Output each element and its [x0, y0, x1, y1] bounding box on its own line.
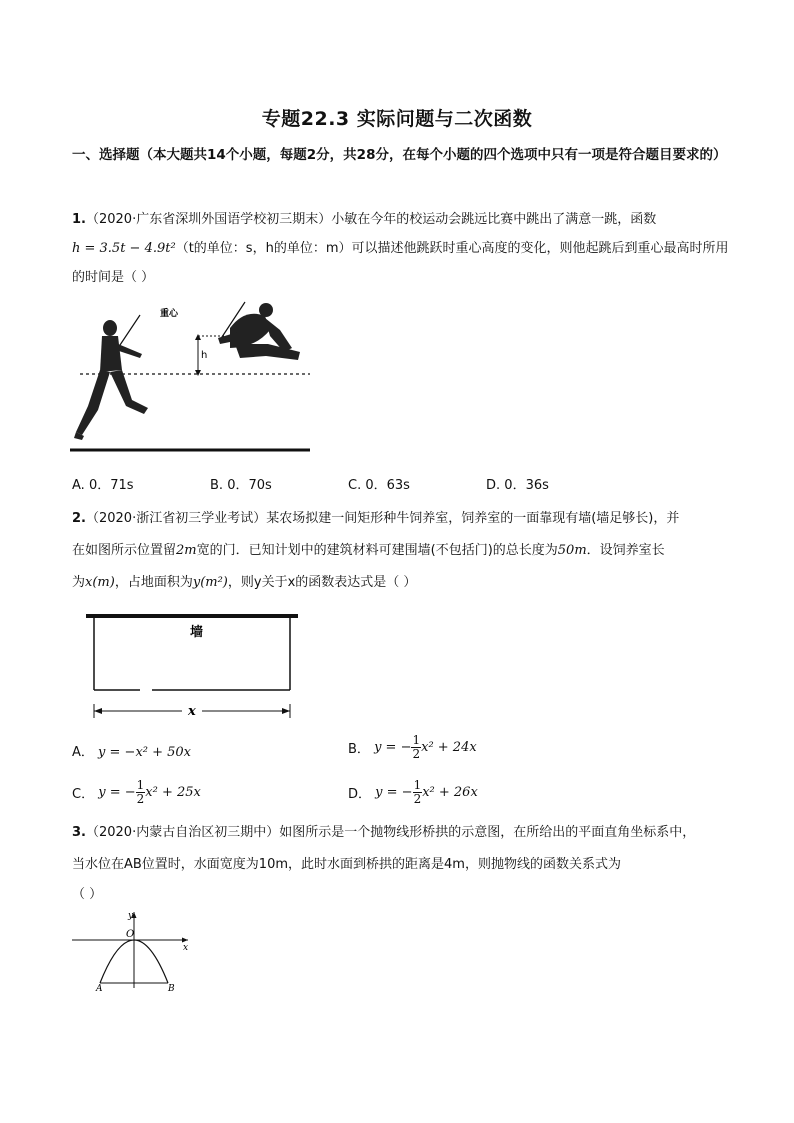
y-axis-label: y: [128, 911, 134, 921]
option-value: 0．70s: [227, 478, 272, 493]
q3-parabola-figure: [70, 908, 195, 993]
jumper-silhouette: [218, 303, 300, 360]
q2-line1-text: 某农场拟建一间矩形种牛饲养室，饲养室的一面靠现有墙(墙足够长)，并: [266, 511, 680, 526]
option-letter: C．: [72, 787, 95, 802]
q3-line1-text: 如图所示是一个抛物线形桥拱的示意图，在所给出的平面直角坐标系中，: [279, 825, 696, 840]
q3-source: （2020·内蒙古自治区初三期中）: [85, 825, 280, 840]
q1-source: （2020·广东省深圳外国语学校初三期末）: [85, 212, 332, 227]
option-letter: B.: [210, 478, 224, 493]
q2-line3: [72, 568, 732, 597]
q2-line2-part-b: 宽的门．已知计划中的建筑材料可建围墙(不包括门)的总长度为: [196, 543, 558, 558]
wall-label: 墙: [190, 625, 204, 640]
q2-line2-part-c: ．设饲养室长: [586, 543, 665, 558]
section-heading: 一、选择题（本大题共14个小题，每题2分，共28分，在每个小题的四个选项中只有一项是符合题目要求的）: [72, 147, 727, 163]
q1-text-b: （t的单位：s，h的单位：m）可以描述他跳跃时重心高度的变化，则他起跳后到重心最高时所用的时间是（ ）: [72, 241, 729, 285]
option-value: 0．71s: [88, 478, 134, 493]
option-letter: A．: [72, 745, 94, 760]
q2-option-c[interactable]: [72, 779, 201, 806]
option-letter: A.: [72, 478, 85, 493]
length-variable: x(m): [85, 575, 115, 590]
q1-text-a: 小敏在今年的校运动会跳远比赛中跳出了满意一跳，函数: [331, 212, 657, 227]
h-label: h: [201, 350, 208, 361]
q1-number: 1.: [72, 212, 86, 227]
q1-option-d[interactable]: [486, 474, 549, 493]
fraction-numerator: 1: [412, 733, 421, 747]
q1-line2: [72, 234, 732, 292]
q1-formula: h = 3.5t − 4.9t²: [72, 241, 176, 256]
total-length: 50m: [557, 543, 587, 558]
q1-option-b[interactable]: [210, 474, 272, 493]
q3-line1: [72, 818, 732, 847]
center-of-gravity-label: 重心: [160, 309, 179, 319]
half-fraction: [136, 779, 146, 806]
q2-source: （2020·浙江省初三学业考试）: [85, 511, 267, 526]
q2-line3-part-c: ，则y关于x的函数表达式是（ ）: [227, 575, 417, 590]
option-expression: y = −: [375, 785, 413, 800]
q2-line2-part-a: 在如图所示位置留: [72, 543, 177, 558]
option-expression-suffix: x² + 26x: [422, 785, 478, 800]
option-value: 0．36s: [504, 478, 549, 493]
q1-option-a[interactable]: [72, 474, 134, 493]
x-axis-label: x: [183, 943, 189, 953]
fraction-numerator: 1: [136, 778, 145, 792]
half-fraction: [413, 779, 423, 806]
x-label: x: [188, 704, 196, 719]
q2-line1: [72, 504, 732, 533]
option-value: 0．63s: [365, 478, 410, 493]
q1-option-c[interactable]: [348, 474, 410, 493]
option-expression: y = −: [98, 785, 136, 800]
fraction-numerator: 1: [413, 778, 422, 792]
option-letter: D.: [486, 478, 501, 493]
option-letter: B．: [348, 742, 370, 757]
fraction-denominator: 2: [412, 747, 421, 761]
runner-silhouette: [74, 320, 148, 440]
option-expression: y = −: [374, 740, 412, 755]
option-expression: y = −x² + 50x: [98, 745, 192, 760]
option-expression-suffix: x² + 24x: [421, 740, 477, 755]
q1-line1: [72, 205, 732, 234]
half-fraction: [411, 734, 421, 761]
origin-label: O: [126, 929, 135, 940]
door-width: 2m: [176, 543, 197, 558]
point-a-label: A: [96, 984, 103, 993]
q2-number: 2.: [72, 511, 86, 526]
q2-line3-part-b: ，占地面积为: [114, 575, 193, 590]
option-expression-suffix: x² + 25x: [145, 785, 201, 800]
option-letter: D．: [348, 787, 372, 802]
fraction-denominator: 2: [136, 792, 145, 806]
page-title: 专题22.3 实际问题与二次函数: [261, 108, 533, 130]
q2-line2: [72, 536, 732, 565]
q3-line3: （ ）: [72, 887, 103, 902]
fraction-denominator: 2: [413, 792, 422, 806]
q3-line2: 当水位在AB位置时，水面宽度为10m，此时水面到桥拱的距离是4m，则抛物线的函数关系式为: [72, 857, 621, 872]
q3-number: 3.: [72, 825, 86, 840]
point-b-label: B: [168, 984, 175, 993]
q2-option-a[interactable]: [72, 741, 191, 760]
option-letter: C.: [348, 478, 362, 493]
area-variable: y(m²): [192, 575, 228, 590]
q2-option-b[interactable]: [348, 734, 477, 761]
q1-jump-figure: [70, 300, 320, 455]
q2-enclosure-figure: [82, 608, 302, 723]
q2-line3-part-a: 为: [72, 575, 86, 590]
q2-option-d[interactable]: [348, 779, 478, 806]
